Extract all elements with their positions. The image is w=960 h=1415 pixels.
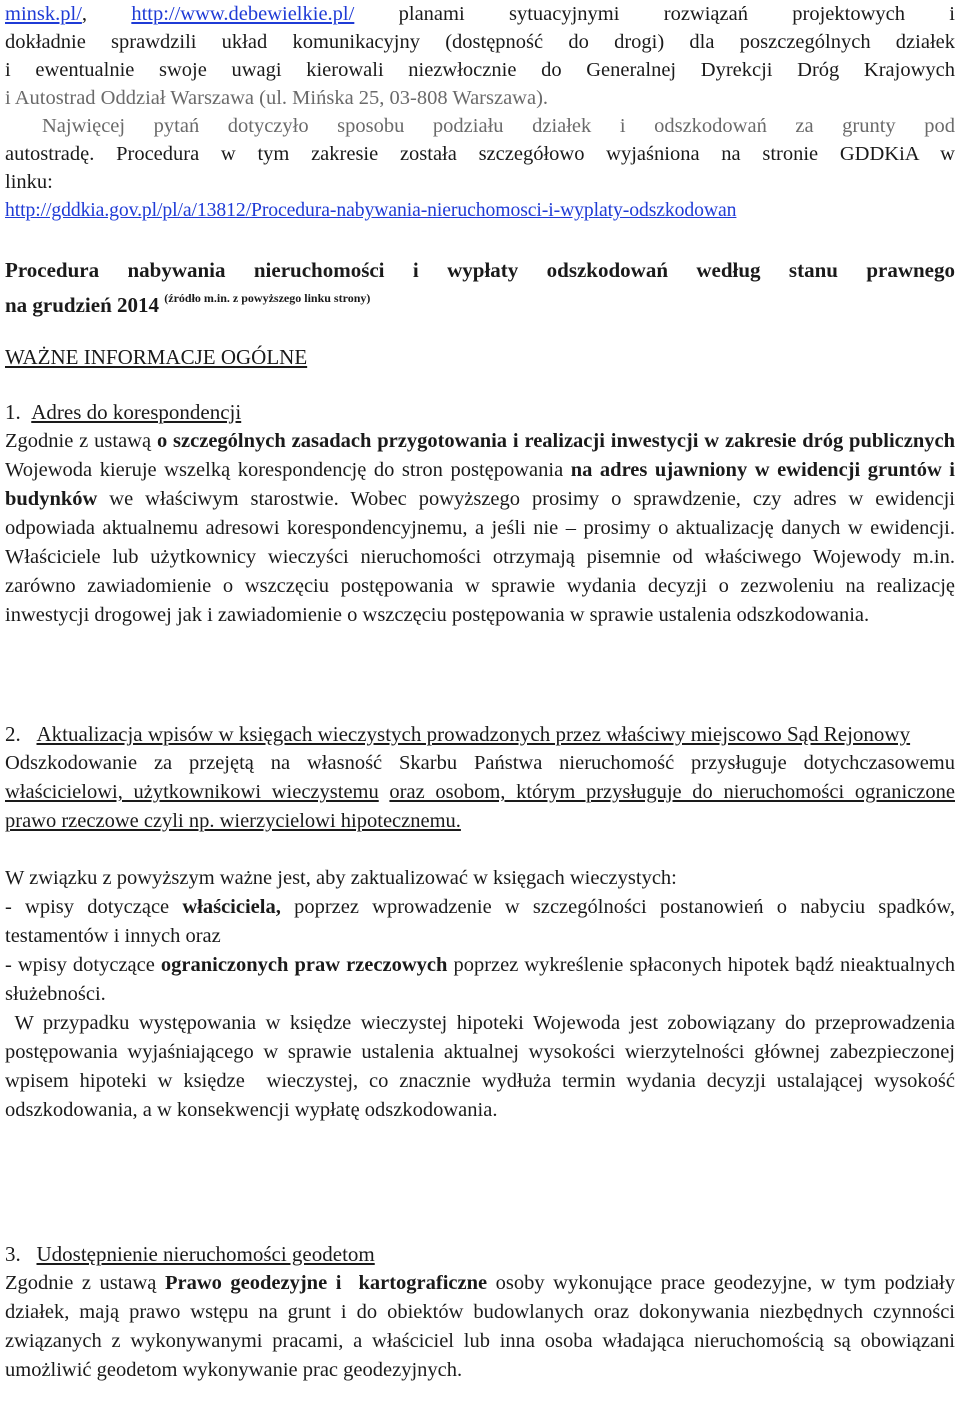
intro-line-2: dokładnie sprawdzili układ komunikacyjny (dostępność do drogi) dla poszczególnych działek [5,31,955,53]
section-3 [5,1240,955,1385]
section-2-title: Aktualizacja wpisów w księgach wieczystych prowadzonych przez właściwy miejscowo Sąd Rejonowy [36,722,911,746]
section-2-list-item-1: - wpisy dotyczące właściciela, poprzez wprowadzenie w szczególności postanowień o nabyciu spadków, testamentów i innych oraz [5,896,955,947]
section-1-heading: 1. Adres do korespondencji [5,400,242,424]
section-1 [5,398,955,630]
procedure-heading [5,256,955,319]
gddkia-link-line [5,196,955,224]
section-2-heading: 2. Aktualizacja wpisów w księgach wieczystych prowadzonych przez właściwy miejscowo Sąd Rejonowy [5,722,911,746]
section-1-body: Zgodnie z ustawą o szczególnych zasadach przygotowania i realizacji inwestycji w zakresie dróg publicznych Wojewoda kieruje wszelką korespondencję do stron postępowania na adres ujawniony w ewidencji gruntów i budynków we właściwym starostwie. Wobec powyższego prosimy o sprawdzenie, czy adres w ewidencji odpowiada aktualnemu adresowi korespondencyjnemu, a jeśli nie – prosimy o aktualizację danych w ewidencji. Właściciele lub użytkownicy wieczyści nieruchomości otrzymają pisemnie od właściwego Wojewody m.in. zarówno zawiadomienie o wszczęciu postępowania w sprawie wydania decyzji o zezwoleniu na realizację inwestycji drogowej jak i zawiadomienie o wszczęciu postępowania w sprawie ustalenia odszkodowania. [5,430,955,626]
intro-line-3: i ewentualnie swoje uwagi kierowali niezwłocznie do Generalnej Dyrekcji Dróg Krajowych [5,59,955,81]
intro-paragraph [5,0,955,224]
intro-p2-line-2: autostradę. Procedura w tym zakresie została szczegółowo wyjaśniona na stronie GDDKiA w [5,143,955,165]
section-2-body: Odszkodowanie za przejętą na własność Skarbu Państwa nieruchomość przysługuje dotychczasowemu właścicielowi, użytkownikowi wieczystemu oraz osobom, którym przysługuje do nieruchomości ograniczone prawo rzeczowe czyli np. wierzycielowi hipotecznemu. [5,752,955,832]
intro-p2-line-1: Najwięcej pytań dotyczyło sposobu podziału działek i odszkodowań za grunty pod [42,115,955,137]
gddkia-link[interactable]: http://gddkia.gov.pl/pl/a/13812/Procedura-nabywania-nieruchomosci-i-wyplaty-odszkodowan [5,199,737,221]
section-3-title: Udostępnienie nieruchomości geodetom [36,1242,375,1266]
intro-line-1: minsk.pl/, http://www.debewielkie.pl/ planami sytuacyjnymi rozwiązań projektowych i [5,3,955,25]
general-info-heading: WAŻNE INFORMACJE OGÓLNE [5,345,308,369]
section-2-intro: W związku z powyższym ważne jest, aby zaktualizować w księgach wieczystych: [5,867,677,889]
minsk-link[interactable]: minsk.pl/ [5,3,82,25]
section-2-mortgage-paragraph: W przypadku występowania w księdze wieczystej hipoteki Wojewoda jest zobowiązany do przeprowadzenia postępowania wyjaśniającego w sprawie ustalenia aktualnej wysokości wierzytelności głównej zabezpieczonej wpisem hipoteki w księdze wieczystej, co znacznie wydłuża termin wydania decyzji ustalającej wysokość odszkodowania, a w konsekwencji wypłatę odszkodowania. [5,1012,960,1121]
section-3-body: Zgodnie z ustawą Prawo geodezyjne i kartograficzne osoby wykonujące prace geodezyjne, w tym podziały działek, mają prawo wstępu na grunt i do obiektów budowlanych oraz dokonywania niezbędnych czynności związanych z wykonywanymi pracami, a właściciel lub inna osoba władająca nieruchomością są obowiązani umożliwić geodetom wykonywanie prac geodezyjnych. [5,1272,955,1381]
section-2-list-item-2: - wpisy dotyczące ograniczonych praw rzeczowych poprzez wykreślenie spłaconych hipotek bądź nieaktualnych służebności. [5,954,955,1005]
intro-p2-line-3: linku: [5,171,53,193]
section-1-title: Adres do korespondencji [31,400,242,424]
source-note: (źródło m.in. z powyższego linku strony) [164,291,371,305]
section-3-heading: 3. Udostępnienie nieruchomości geodetom [5,1242,375,1266]
procedure-title-line-1: Procedura nabywania nieruchomości i wypłaty odszkodowań według stanu prawnego [5,258,955,282]
intro-line-4: i Autostrad Oddział Warszawa (ul. Mińska 25, 03-808 Warszawa). [5,87,549,109]
section-2 [5,720,960,1125]
procedure-title-line-2: na grudzień 2014 $^{(źródło m.in. z powyższego linku strony)}$ [5,291,371,317]
debewielkie-link[interactable]: http://www.debewielkie.pl/ [131,3,355,25]
